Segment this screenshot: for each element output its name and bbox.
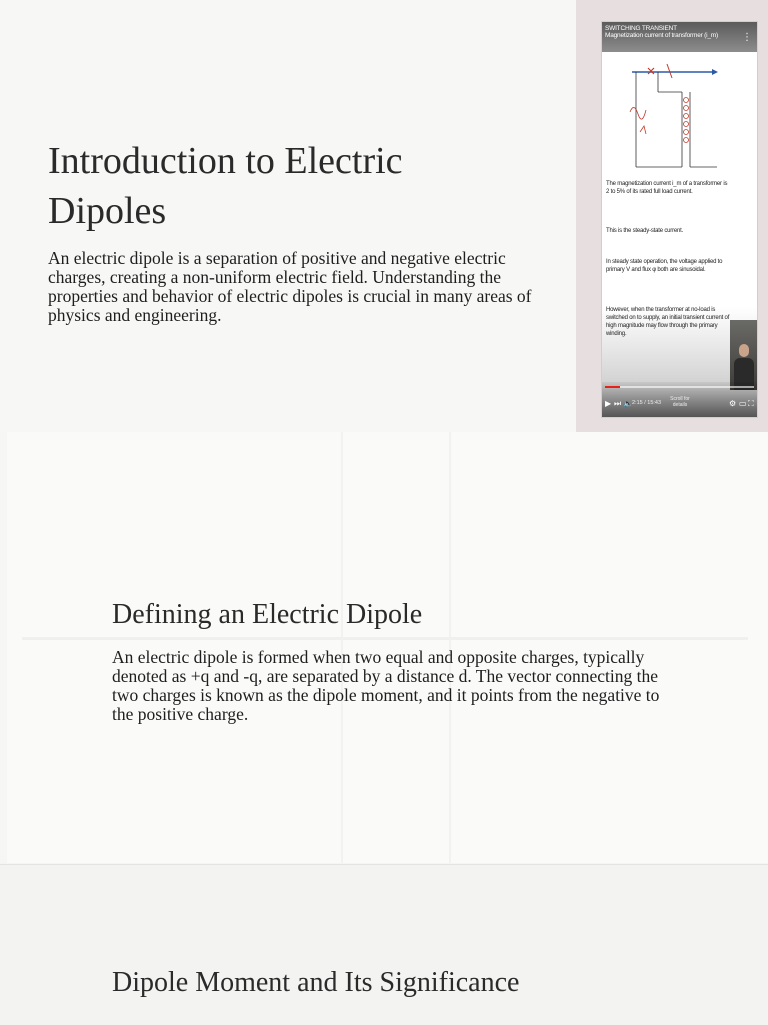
video-paragraph: This is the steady-state current. [606,228,684,234]
scroll-for-details[interactable]: Scroll for details [670,396,690,408]
video-subtitle: Magnetization current of transformer (i_m) [605,32,718,39]
slide-title: Defining an Electric Dipole [112,599,423,630]
progress-bar[interactable] [605,386,754,388]
slide-body-text: An electric dipole is formed when two equal and opposite charges, typically denoted as +q and -q, are separated by a distance d. The vector connecting the two charges is known as the dipole moment, and it points from the negative to the positive charge. [112,647,660,724]
embedded-video-panel [576,0,768,432]
decor-divider [22,637,748,640]
play-icon[interactable]: ▶ [605,399,612,408]
slide-title: Introduction to Electric Dipoles [48,140,403,232]
volume-icon[interactable]: 🔈 [623,399,633,408]
video-player[interactable] [601,21,758,418]
fullscreen-icon[interactable]: ⛶ [748,399,754,408]
video-title-bar [602,22,757,52]
slide-title: Dipole Moment and Its Significance [112,967,520,998]
more-options-icon[interactable]: ⋮ [742,32,752,43]
slide-introduction [0,0,768,432]
captions-icon[interactable]: ▭ [739,399,747,408]
skip-next-icon[interactable]: ⏭ [614,399,622,408]
video-paragraph: However, when the transformer at no-load is switched on to supply, an initial transient current of high magnitude may flow through the primary winding. [606,307,730,337]
slide-defining-dipole [0,432,768,863]
video-time: 2:15 / 15:43 [632,400,662,406]
slide-body-text: An electric dipole is a separation of positive and negative electric charges, creating a non-uniform electric field. Understanding the properties and behavior of electric dipoles is crucial in many areas of physics and engineering. [48,248,532,325]
settings-icon[interactable]: ⚙ [729,399,737,408]
video-title: SWITCHING TRANSIENT [605,25,677,32]
slide-dipole-moment [0,864,768,1025]
video-paragraph: In steady state operation, the voltage applied to primary V and flux φ both are sinusoidal. [606,259,723,273]
video-controls [602,382,757,417]
transformer-diagram [622,52,732,192]
presenter-webcam [730,320,757,390]
progress-bar-fill [605,386,620,388]
video-paragraph: The magnetization current i_m of a transformer is 2 to 5% of its rated full load current. [606,181,728,195]
